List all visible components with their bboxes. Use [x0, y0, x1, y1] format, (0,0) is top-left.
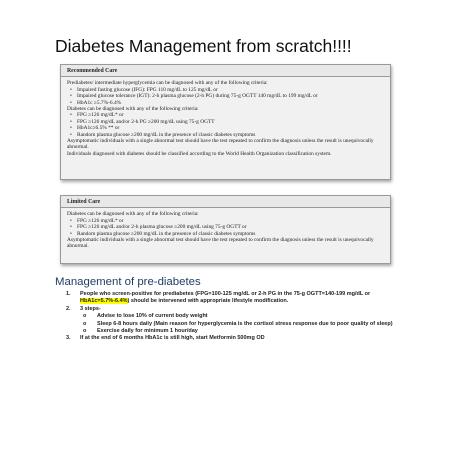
- prediabetes-criterion: • Impaired glucose tolerance (IGT): 2-h plasma glucose (2-h PG) during 75-g OGTT 140 mg/dL to 199 mg/dL or: [67, 93, 384, 99]
- management-heading: Management of pre-diabetes: [55, 276, 201, 288]
- step-bullet: o: [83, 320, 87, 327]
- management-item-1: [66, 291, 406, 306]
- management-item-3: [66, 335, 406, 342]
- limited-care-header: Limited Care: [61, 196, 390, 208]
- prediabetes-criteria-list: [67, 87, 384, 106]
- hba1c-highlight: HbA1c=5.7%-6.4%: [80, 298, 128, 305]
- management-item-2: [66, 306, 406, 313]
- item-number: 1.: [66, 291, 71, 297]
- diabetes-intro: Diabetes can be diagnosed with any of the following criteria:: [67, 106, 199, 113]
- diabetes-criterion: • FPG ≥126 mg/dL* or: [67, 112, 384, 118]
- limited-criterion: • Random plasma glucose ≥200 mg/dL in the presence of classic diabetes symptoms: [67, 231, 384, 237]
- step-item: [66, 313, 406, 320]
- prediabetes-intro: Prediabetes/ intermediate hyperglycemia can be diagnosed with any of the following criteria:: [67, 80, 268, 87]
- step-text: Exercise daily for minimum 1 hour/day: [97, 328, 198, 335]
- recommended-care-box: [60, 64, 391, 180]
- recommended-care-header: Recommended Care: [61, 65, 390, 77]
- step-item: [66, 328, 406, 335]
- limited-criteria-list: [67, 218, 384, 237]
- limited-diabetes-intro: Diabetes can be diagnosed with any of the following criteria:: [67, 211, 199, 218]
- item-1-text-before: People who screen-positive for prediabetes (FPG=100-125 mg/dL or 2-h PG in the 75-g OGTT=140-199 mg/dL or: [80, 291, 371, 297]
- item-1-text-after: ) should be intervened with appropriate lifestyle modification.: [127, 298, 289, 305]
- limited-criterion: • FPG ≥126 mg/dL* or: [67, 218, 384, 224]
- item-2-text: 3 steps-: [80, 305, 101, 312]
- limited-criterion: • FPG ≥126 mg/dL and/or 2-h plasma glucose ≥200 mg/dL using 75-g OGTT or: [67, 224, 384, 230]
- item-number: 2.: [66, 305, 71, 312]
- step-bullet: o: [83, 328, 87, 335]
- prediabetes-criterion: • Impaired fasting glucose (IFG): FPG 110 mg/dL to 125 mg/dL or: [67, 87, 384, 93]
- diabetes-criterion: • HbA1c≥6.5% ** or: [67, 125, 384, 131]
- step-text: Sleep 6-8 hours daily (Main reason for hyperglycemia is the cortisol stress response due to poor quality of sleep): [97, 320, 393, 327]
- item-3-text: If at the end of 6 months HbA1c is still high, start Metformin 500mg OD: [80, 335, 265, 342]
- item-number: 3.: [66, 335, 71, 342]
- diabetes-criterion: • FPG ≥126 mg/dL and/or 2-h PG ≥200 mg/dL using 75-g OGTT: [67, 119, 384, 125]
- diabetes-criteria-list: [67, 112, 384, 138]
- limited-asymptomatic-note: Asymptomatic individuals with a single abnormal test should have the test repeated to confirm the diagnosis unless the result is unequivocally abnormal.: [67, 237, 374, 250]
- prediabetes-criterion: • HbA1c ≥5.7%-6.4%: [67, 100, 384, 106]
- steps-list: [66, 313, 406, 335]
- management-list: [66, 291, 406, 343]
- step-bullet: o: [83, 313, 87, 320]
- step-item: [66, 321, 406, 328]
- recommended-care-body: [61, 77, 390, 161]
- page-title: Diabetes Management from scratch!!!!: [55, 36, 352, 56]
- classification-note: Individuals diagnosed with diabetes should be classified according to the World Health Organization classification system.: [67, 150, 332, 157]
- asymptomatic-note: Asymptomatic individuals with a single abnormal test should have the test repeated to confirm the diagnosis unless the result is unequivocally abnormal.: [67, 138, 374, 151]
- limited-care-body: [61, 208, 390, 253]
- diabetes-criterion: • Random plasma glucose ≥200 mg/dL in the presence of classic diabetes symptoms: [67, 132, 384, 138]
- step-text: Advise to lose 10% of current body weight: [97, 313, 208, 320]
- limited-care-box: [60, 195, 391, 264]
